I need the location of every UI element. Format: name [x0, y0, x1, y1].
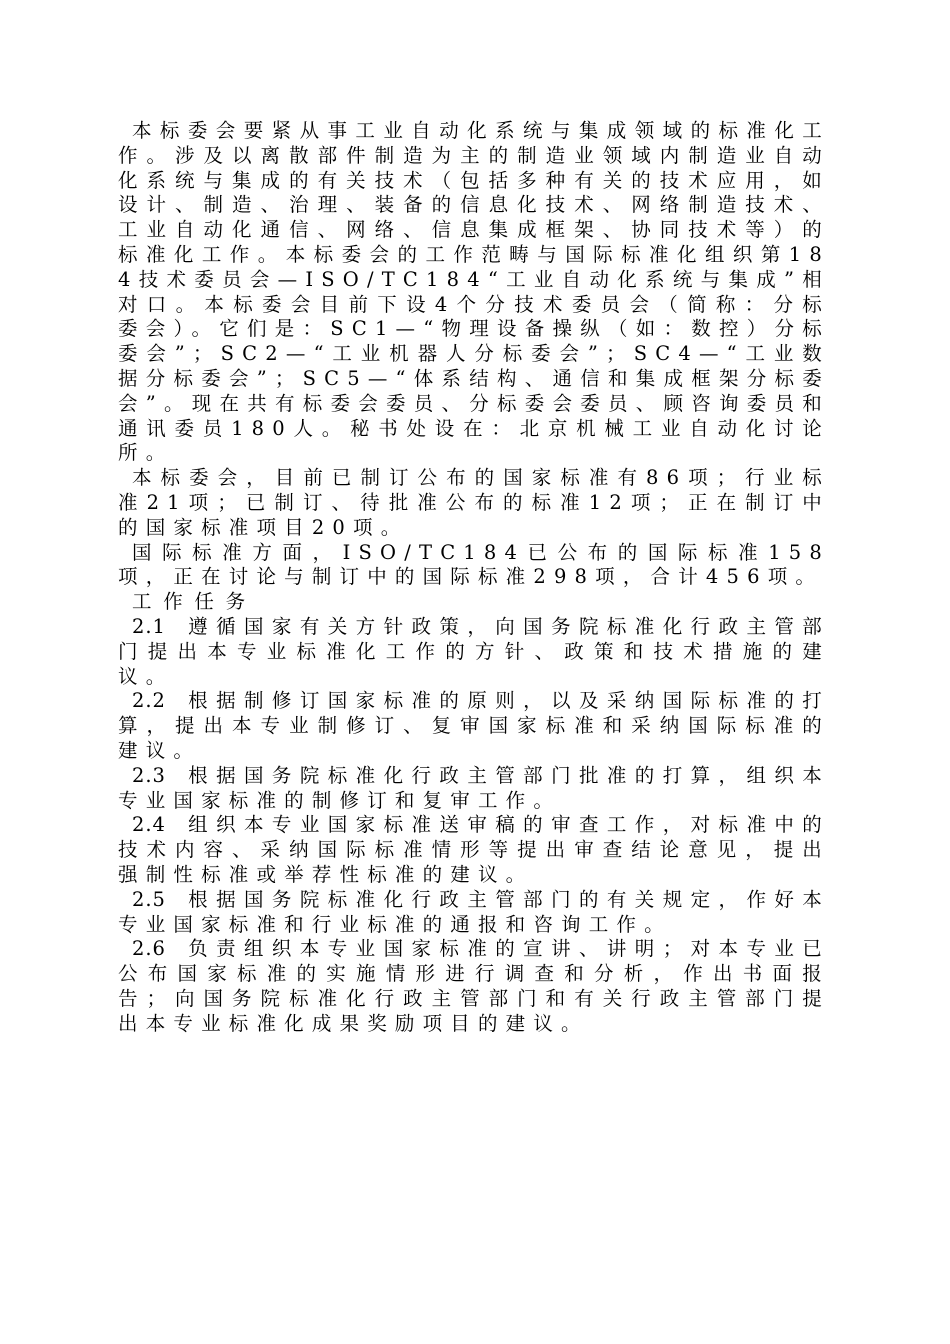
task-item [118, 764, 830, 814]
task-text: 组织本专业国家标准送审稿的审查工作，对标准中的技术内容、采纳国际标准情形等提出审查结论意见，提出强制性标准或举荐性标准的建议。 [118, 813, 830, 886]
section-heading: 工作任务 [132, 590, 257, 614]
national-standards-paragraph: 本标委会，目前已制订公布的国家标准有86项；行业标准21项；已制订、待批准公布的标准12项；正在制订中的国家标准项目20项。 [118, 466, 830, 539]
task-item [118, 813, 830, 887]
task-number: 2.5 [132, 887, 166, 911]
intro-paragraph: 本标委会要紧从事工业自动化系统与集成领域的标准化工作。涉及以离散部件制造为主的制造业领域内制造业自动化系统与集成的有关技术（包括多种有关的技术应用，如设计、制造、治理、装备的信息化技术、网络制造技术、工业自动化通信、网络、信息集成框架、协同技术等）的标准化工作。本标委会的工作范畴与国际标准化组织第184技术委员会—ISO/TC184“工业自动化系统与集成”相对口。本标委会目前下设4个分技术委员会（简称：分标委会）。它们是：SC1—“物理设备操纵（如：数控）分标委会”；SC2—“工业机器人分标委会”；SC4—“工业数据分标委会”；SC5—“体系结构、通信和集成框架分标委会”。现在共有标委会委员、分标委会委员、顾咨询委员和通讯委员180人。秘书处设在：北京机械工业自动化讨论所。 [118, 119, 830, 465]
task-number: 2.2 [132, 689, 166, 713]
task-text: 根据国务院标准化行政主管部门的有关规定，作好本专业国家标准和行业标准的通报和咨询工作。 [118, 887, 830, 936]
task-text: 根据国务院标准化行政主管部门批准的打算，组织本专业国家标准的制修订和复审工作。 [118, 763, 830, 812]
task-text: 根据制修订国家标准的原则，以及采纳国际标准的打算，提出本专业制修订、复审国家标准和采纳国际标准的建议。 [118, 689, 830, 762]
task-number: 2.1 [132, 614, 166, 638]
task-item [118, 615, 830, 689]
task-text: 遵循国家有关方针政策，向国务院标准化行政主管部门提出本专业标准化工作的方针、政策和技术措施的建议。 [118, 614, 830, 688]
task-item [118, 937, 830, 1036]
task-item [118, 689, 830, 763]
task-number: 2.6 [132, 937, 166, 961]
document-page [118, 119, 830, 1036]
task-number: 2.3 [132, 763, 166, 787]
international-standards-paragraph: 国际标准方面，ISO/TC184已公布的国际标准158项，正在讨论与制订中的国际标准298项，合计456项。 [118, 540, 830, 589]
task-item [118, 888, 830, 938]
task-text: 负责组织本专业国家标准的宣讲、讲明；对本专业已公布国家标准的实施情形进行调查和分析，作出书面报告；向国务院标准化行政主管部门和有关行政主管部门提出本专业标准化成果奖励项目的建议。 [118, 937, 830, 1035]
task-number: 2.4 [132, 813, 166, 837]
